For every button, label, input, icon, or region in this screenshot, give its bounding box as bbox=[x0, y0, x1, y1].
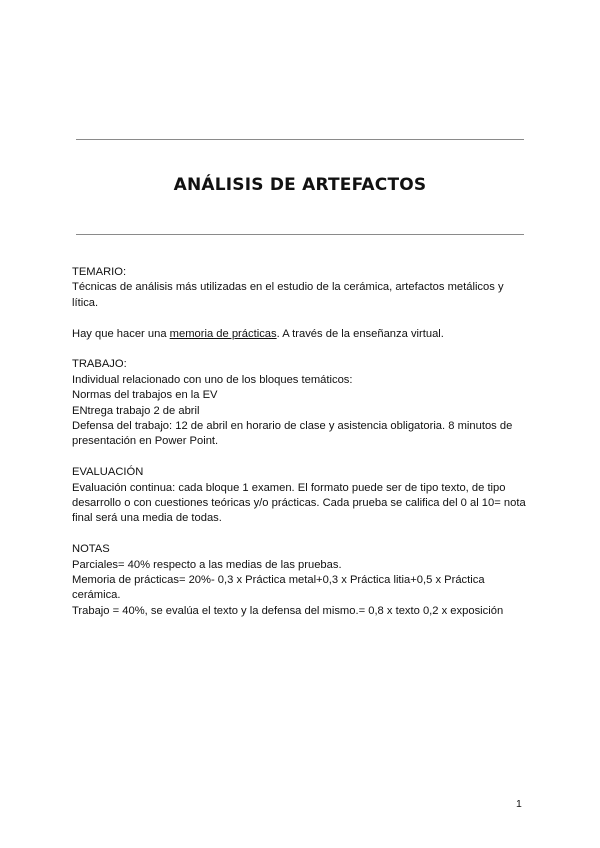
bottom-divider bbox=[76, 234, 524, 235]
notas-heading: NOTAS bbox=[72, 543, 110, 556]
notas-line: Trabajo = 40%, se evalúa el texto y la defensa del mismo.= 0,8 x texto 0,2 x exposición bbox=[72, 604, 504, 617]
notas-section bbox=[72, 542, 532, 619]
trabajo-line: ENtrega trabajo 2 de abril bbox=[72, 404, 200, 417]
notas-line: Memoria de prácticas= 20%- 0,3 x Práctica metal+0,3 x Práctica litia+0,5 x Práctica cerámica. bbox=[72, 574, 485, 602]
temario-description: Técnicas de análisis más utilizadas en el estudio de la cerámica, artefactos metálicos y lítica. bbox=[72, 281, 504, 309]
notas-line: Parciales= 40% respecto a las medias de las pruebas. bbox=[72, 558, 342, 571]
document-body bbox=[72, 265, 532, 635]
document-title: ANÁLISIS DE ARTEFACTOS bbox=[173, 175, 427, 195]
trabajo-line: Individual relacionado con uno de los bloques temáticos: bbox=[72, 373, 353, 386]
evaluacion-text: Evaluación continua: cada bloque 1 examen. El formato puede ser de tipo texto, de tipo desarrollo o con cuestiones teóricas y/o prácticas. Cada prueba se califica del 0 al 10= nota final será una media de todas. bbox=[72, 481, 526, 525]
evaluacion-heading: EVALUACIÓN bbox=[72, 466, 144, 479]
memoria-paragraph bbox=[72, 327, 532, 342]
memoria-link[interactable]: memoria de prácticas bbox=[169, 327, 277, 340]
top-divider bbox=[76, 139, 524, 140]
page-number: 1 bbox=[516, 798, 522, 810]
trabajo-line: Defensa del trabajo: 12 de abril en horario de clase y asistencia obligatoria. 8 minutos de presentación en Power Point. bbox=[72, 420, 513, 448]
trabajo-heading: TRABAJO: bbox=[72, 358, 127, 371]
trabajo-line: Normas del trabajos en la EV bbox=[72, 389, 218, 402]
memoria-suffix: . A través de la enseñanza virtual. bbox=[276, 327, 444, 340]
evaluacion-section bbox=[72, 465, 532, 527]
trabajo-section bbox=[72, 357, 532, 449]
temario-section bbox=[72, 265, 532, 311]
memoria-prefix: Hay que hacer una bbox=[72, 327, 170, 340]
temario-heading: TEMARIO: bbox=[72, 266, 127, 278]
